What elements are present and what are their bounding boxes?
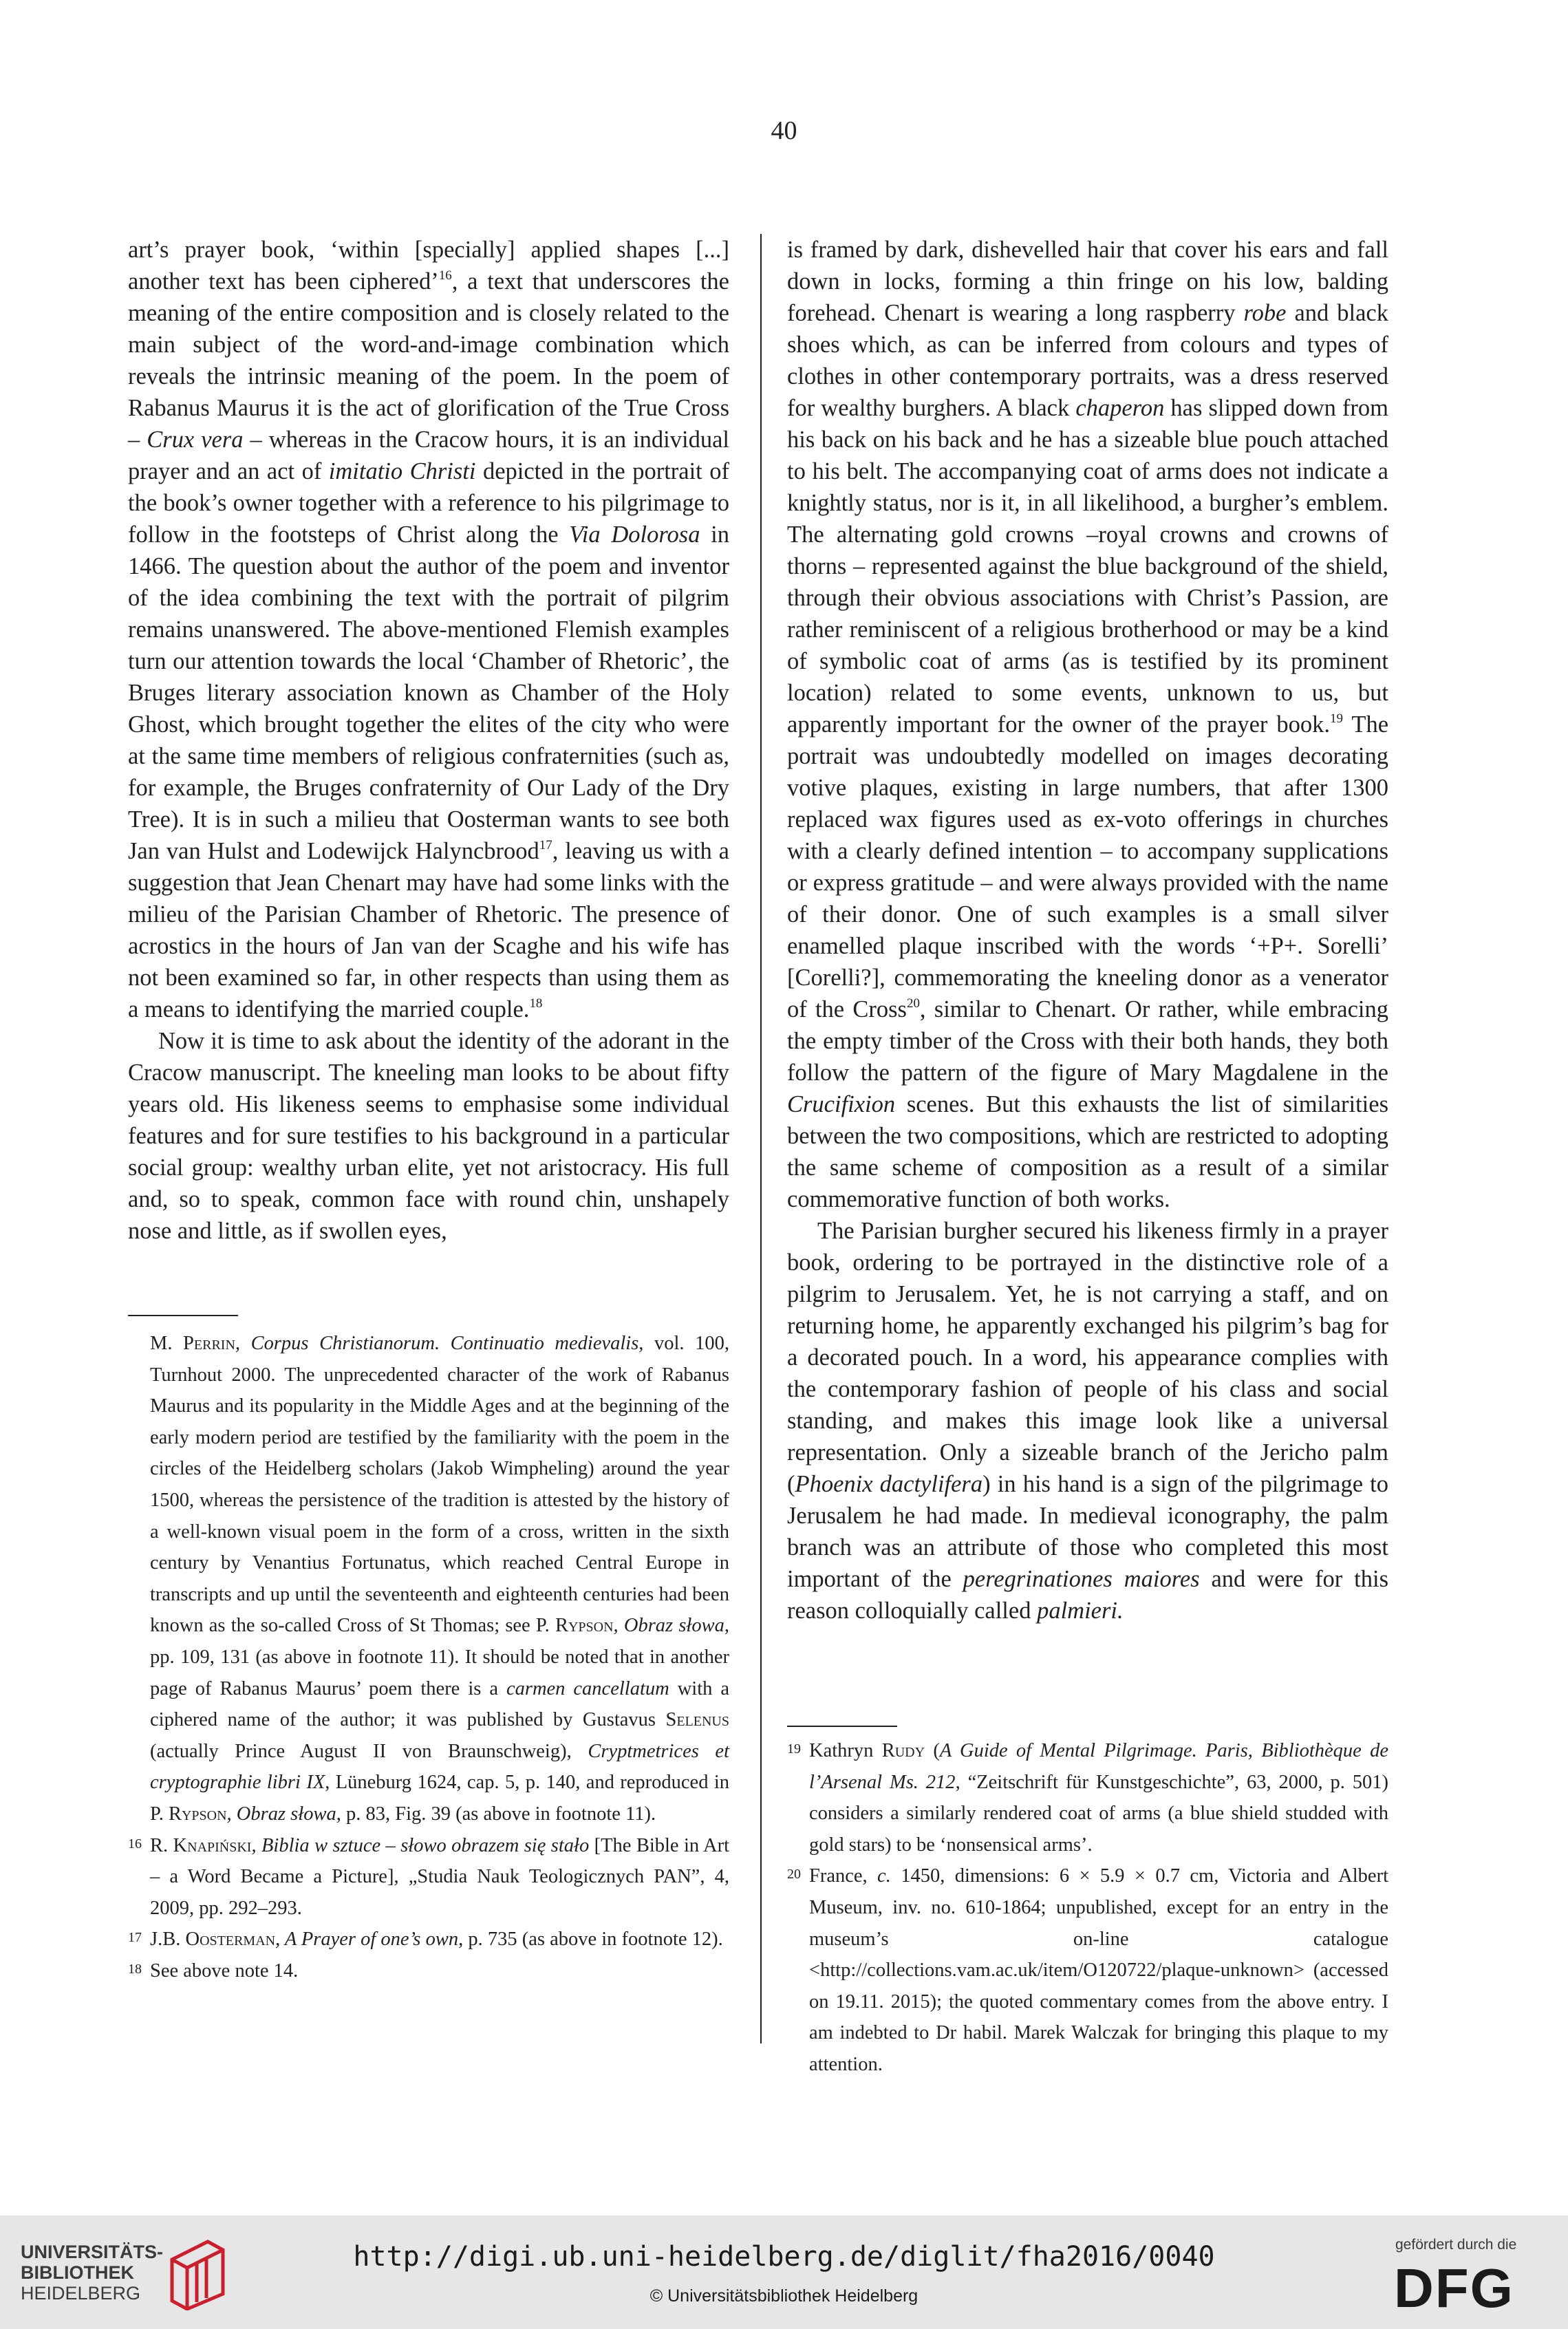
footnote-16-number: 16 — [128, 1836, 142, 1852]
footnote-20-number: 20 — [787, 1867, 801, 1882]
left-paragraph-2: Now it is time to ask about the identity of the adorant in the Cracow manuscript. The kneeling man looks to be about fifty years old. His likeness seems to emphasise some individual features and for sure testifies to his background in a particular social group: wealthy urban elite, yet not aristocracy. His full and, so to speak, common face with round chin, unshapely nose and little, as if swollen eyes, — [128, 1028, 729, 1244]
footnote-rule-right — [787, 1726, 897, 1727]
footnote-17-number: 17 — [128, 1930, 142, 1946]
footnote-18-number: 18 — [128, 1961, 142, 1977]
document-url-link[interactable]: http://digi.ub.uni-heidelberg.de/diglit/fha2016/0040 — [353, 2241, 1215, 2273]
left-paragraph-1: art’s prayer book, ‘within [specially] applied shapes [...] another text has been ciphered’$^{16}$, a text that underscores the meaning of the entire composition and is closely related to the main subject of the word-and-image combination which reveals the intrinsic meaning of the poem. In the poem of Rabanus Maurus it is the act of glorification of the True Cross – Crux vera – whereas in the Cracow hours, it is an individual prayer and an act of imitatio Christi depicted in the portrait of the book’s owner together with a reference to his pilgrimage to follow in the footsteps of Christ along the Via Dolorosa in 1466. The question about the author of the poem and inventor of the idea combining the text with the portrait of pilgrim remains unanswered. The above-mentioned Flemish examples turn our attention towards the local ‘Chamber of Rhetoric’, the Bruges literary association known as Chamber of the Holy Ghost, which brought together the elites of the city who were at the same time members of religious confraternities (such as, for example, the Bruges confraternity of Our Lady of the Dry Tree). It is in such a milieu that Oosterman wants to see both Jan van Hulst and Lodewijck Halyncbrood$^{17}$, leaving us with a suggestion that Jean Chenart may have had some links with the milieu of the Parisian Chamber of Rhetoric. The presence of acrostics in the hours of Jan van der Scaghe and his wife has not been examined so far, in other respects than using them as a means to identifying the married couple.$^{18}$ — [128, 237, 730, 1022]
footnote-17: 17 J.B. Oosterman, A Prayer of one’s own, p. 735 (as above in footnote 12). — [128, 1924, 729, 1955]
right-column-text — [787, 234, 1388, 1627]
footnote-15-continued: M. Perrin, Corpus Christianorum. Continuatio medievalis, vol. 100, Turnhout 2000. The unprecedented character of the work of Rabanus Maurus and its popularity in the Middle Ages and at the beginning of the early modern period are testified by the familiarity with the poem in the circles of the Heidelberg scholars (Jakob Wimpheling) around the year 1500, whereas the persistence of the tradition is attested by the history of a well-known visual poem in the form of a cross, written in the sixth century by Venantius Fortunatus, which reached Central Europe in transcripts and up until the seventeenth and eighteenth centuries had been known as the so-called Cross of St Thomas; see P. Rypson, Obraz słowa, pp. 109, 131 (as above in footnote 11). It should be noted that in another page of Rabanus Maurus’ poem there is a carmen cancellatum with a ciphered name of the author; it was published by Gustavus Selenus (actually Prince August II von Braunschweig), Cryptmetrices et cryptographie libri IX, Lüneburg 1624, cap. 5, p. 140, and reproduced in P. Rypson, Obraz słowa, p. 83, Fig. 39 (as above in footnote 11). — [150, 1333, 729, 1825]
footnotes-right — [787, 1735, 1388, 2081]
footnote-rule-left — [128, 1315, 238, 1316]
dfg-logo[interactable]: DFG — [1394, 2257, 1514, 2319]
footnote-16: 16 R. Knapiński, Biblia w sztuce – słowo obrazem się stało [The Bible in Art – a Word Became a Picture], „Studia Nauk Teologicznych PAN”, 4, 2009, pp. 292–293. — [128, 1830, 729, 1924]
copyright-notice: © Universitätsbibliothek Heidelberg — [649, 2286, 919, 2306]
footnote-ref-18[interactable]: 18 — [529, 996, 543, 1011]
library-name-line-1: UNIVERSITÄTS- — [21, 2242, 164, 2262]
footnote-18: 18 See above note 14. — [128, 1955, 729, 1987]
footnote-ref-19[interactable]: 19 — [1330, 711, 1343, 726]
footnote-20: 20 France, c. 1450, dimensions: 6 × 5.9 × 0.7 cm, Victoria and Albert Museum, inv. no. 610-1864; unpublished, except for an entry in the museum’s on-line catalogue <http://collections.vam.ac.uk/item/O120722/plaque-unknown> (accessed on 19.11. 2015); the quoted commentary comes from the above entry. I am indebted to Dr habil. Marek Walczak for bringing this plaque to my attention. — [787, 1860, 1388, 2080]
sponsor-caption: gefördert durch die — [1395, 2237, 1517, 2253]
footnote-19: 19 Kathryn Rudy (A Guide of Mental Pilgrimage. Paris, Bibliothèque de l’Arsenal Ms. 212, “Zeitschrift für Kunstgeschichte”, 63, 2000, p. 501) considers a similarly rendered coat of arms (a blue shield studded with gold stars) to be ‘nonsensical arms’. — [787, 1735, 1388, 1860]
right-paragraph-1: is framed by dark, dishevelled hair that cover his ears and fall down in locks, forming a thin fringe on his low, balding forehead. Chenart is wearing a long raspberry robe and black shoes which, as can be inferred from colours and types of clothes in other contemporary portraits, was a dress reserved for wealthy burghers. A black chaperon has slipped down from his back on his back and he has a sizeable blue pouch attached to his belt. The accompanying coat of arms does not indicate a knightly status, nor is it, in all likelihood, a burgher’s emblem. The alternating gold crowns –royal crowns and crowns of thorns – represented against the blue background of the shield, through their obvious associations with Christ’s Passion, are rather reminiscent of a religious brotherhood or may be a kind of symbolic coat of arms (as is testified by its prominent location) related to some events, unknown to us, but apparently important for the owner of the prayer book.$^{19}$ The portrait was undoubtedly modelled on images decorating votive plaques, existing in large numbers, that after 1300 replaced wax figures used as ex-voto offerings in churches with a clearly defined intention – to accompany supplications or express gratitude – and were always provided with the name of their donor. One of such examples is a small silver enamelled plaque inscribed with the words ‘+P+. Sorelli’ [Corelli?], commemorating the kneeling donor as a venerator of the Cross$^{20}$, similar to Chenart. Or rather, while embracing the empty timber of the Cross with their both hands, they both follow the pattern of the figure of Mary Magdalene in the Crucifixion scenes. But this exhausts the list of similarities between the two compositions, which are restricted to adopting the same scheme of composition as a result of a similar commemorative function of both works. — [787, 237, 1389, 1212]
footnotes-left — [128, 1328, 729, 1986]
footnote-19-number: 19 — [787, 1741, 801, 1757]
footnote-ref-16[interactable]: 16 — [438, 268, 452, 283]
right-paragraph-2: The Parisian burgher secured his likeness firmly in a prayer book, ordering to be portrayed in the distinctive role of a pilgrim to Jerusalem. Yet, he is not carrying a staff, and on returning home, he apparently exchanged his pilgrim’s bag for a decorated pouch. In a word, his appearance complies with the contemporary fashion of people of his class and social standing, and makes this image look like a universal representation. Only a sizeable branch of the Jericho palm (Phoenix dactylifera) in his hand is a sign of the pilgrimage to Jerusalem he had made. In medieval iconography, the palm branch was an attribute of those who completed this most important of the peregrinationes maiores and were for this reason colloquially called palmieri. — [787, 1218, 1389, 1624]
left-column-text — [128, 234, 729, 1247]
footnote-ref-17[interactable]: 17 — [539, 837, 552, 852]
library-name-line-2: BIBLIOTHEK — [21, 2262, 134, 2283]
footnote-ref-20[interactable]: 20 — [906, 996, 920, 1011]
page-number: 40 — [771, 116, 797, 145]
footer-bar — [0, 2215, 1568, 2329]
library-name-line-3: HEIDELBERG — [21, 2283, 141, 2304]
column-divider — [760, 234, 762, 2043]
